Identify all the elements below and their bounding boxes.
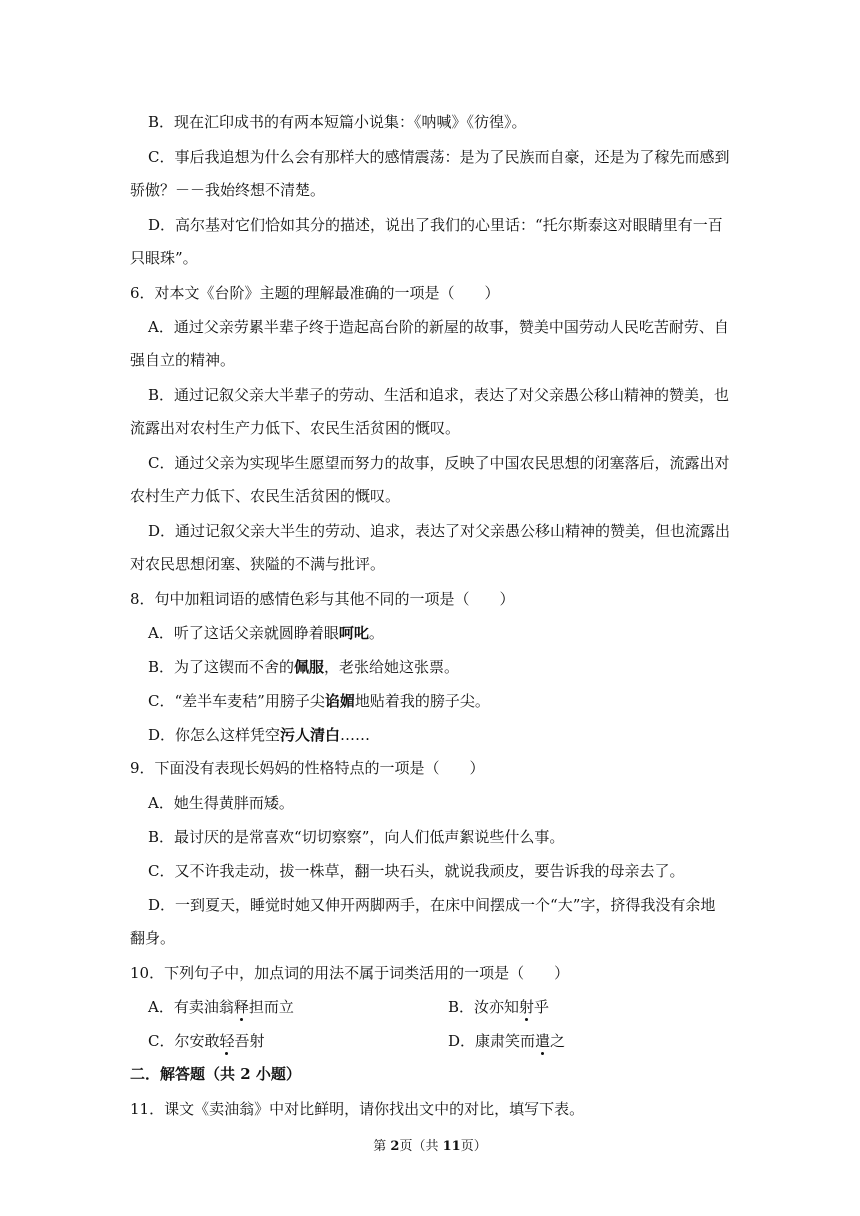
q10-option-c xyxy=(148,1031,265,1051)
q8-stem: 8．句中加粗词语的感情色彩与其他不同的一项是（ ） xyxy=(130,590,515,608)
q9-option-d-line2: 翻身。 xyxy=(130,929,176,947)
section-heading: 二．解答题（共 2 小题） xyxy=(130,1065,301,1083)
q8-option-c xyxy=(148,691,490,711)
q9-option-c: C．又不许我走动，拔一株草，翻一块石头，就说我顽皮，要告诉我的母亲去了。 xyxy=(148,862,685,880)
footer-pre: 第 xyxy=(373,1139,391,1154)
q9-stem: 9．下面没有表现长妈妈的性格特点的一项是（ ） xyxy=(130,759,485,777)
q8-option-c-post: 地贴着我的膀子尖。 xyxy=(354,692,490,710)
q10-stem: 10．下列句子中，加点词的用法不属于词类活用的一项是（ ） xyxy=(130,964,570,982)
q8-option-b xyxy=(148,657,459,677)
q9-option-b: B．最讨厌的是常喜欢“切切察察”，向人们低声絮说些什么事。 xyxy=(148,828,565,846)
q9-option-d-line1: D．一到夏天，睡觉时她又伸开两脚两手，在床中间摆成一个“大”字，挤得我没有余地 xyxy=(148,896,716,914)
q10-option-b xyxy=(448,997,549,1017)
q5-option-b: B．现在汇印成书的有两本短篇小说集：《呐喊》《彷徨》。 xyxy=(148,113,527,131)
footer-mid: 页（共 xyxy=(399,1139,443,1154)
q5-option-d-line2: 只眼珠”。 xyxy=(130,249,198,267)
q6-option-a-line1: A．通过父亲劳累半辈子终于造起高台阶的新屋的故事，赞美中国劳动人民吃苦耐劳、自 xyxy=(148,318,729,336)
q8-option-b-bold-word: 佩服 xyxy=(294,658,325,676)
q10-option-d xyxy=(448,1031,565,1051)
q8-option-a-bold-word: 呵叱 xyxy=(338,624,369,642)
q8-option-b-post: ，老张给她这张票。 xyxy=(324,658,460,676)
q8-option-d-pre: D．你怎么这样凭空 xyxy=(148,726,281,744)
q10-option-c-post: 吾射 xyxy=(234,1032,265,1050)
q11-stem: 11．课文《卖油翁》中对比鲜明，请你找出文中的对比，填写下表。 xyxy=(130,1100,585,1118)
q8-option-d xyxy=(148,725,370,745)
q6-option-d-line1: D．通过记叙父亲大半生的劳动、追求，表达了对父亲愚公移山精神的赞美，但也流露出 xyxy=(148,522,731,540)
q8-option-a-post: 。 xyxy=(368,624,384,642)
q10-option-a-post: 担而立 xyxy=(248,998,294,1016)
q10-option-a xyxy=(148,997,294,1017)
q10-option-d-dotted-word: 遣 xyxy=(535,1032,551,1050)
q10-option-c-pre: C．尔安敢 xyxy=(148,1032,220,1050)
q8-option-c-bold-word: 谄媚 xyxy=(324,692,355,710)
footer-total-pages: 11 xyxy=(442,1139,461,1154)
q6-option-c-line1: C．通过父亲为实现毕生愿望而努力的故事，反映了中国农民思想的闭塞落后，流露出对 xyxy=(148,454,730,472)
q10-option-c-dotted-word: 轻 xyxy=(219,1032,235,1050)
q5-option-c-line1: C．事后我追想为什么会有那样大的感情震荡：是为了民族而自豪，还是为了稼先而感到 xyxy=(148,148,730,166)
q8-option-d-bold-word: 污人清白 xyxy=(280,726,341,744)
q6-stem: 6．对本文《台阶》主题的理解最准确的一项是（ ） xyxy=(130,284,500,302)
q8-option-a-pre: A．听了这话父亲就圆睁着眼 xyxy=(148,624,339,642)
footer-post: 页） xyxy=(460,1139,487,1154)
footer-page-number: 2 xyxy=(390,1139,400,1154)
q10-option-b-dotted-word: 射 xyxy=(519,998,535,1016)
q10-option-a-pre: A．有卖油翁 xyxy=(148,998,234,1016)
page-footer xyxy=(0,1138,860,1156)
q5-option-c-line2: 骄傲？－－我始终想不清楚。 xyxy=(130,181,326,199)
q10-option-d-post: 之 xyxy=(550,1032,566,1050)
q10-option-b-pre: B．汝亦知 xyxy=(448,998,520,1016)
q10-option-b-post: 乎 xyxy=(534,998,550,1016)
q8-option-a xyxy=(148,623,384,643)
q8-option-c-pre: C．“差半车麦秸”用膀子尖 xyxy=(148,692,325,710)
q8-option-b-pre: B．为了这锲而不舍的 xyxy=(148,658,295,676)
q9-option-a: A．她生得黄胖而矮。 xyxy=(148,794,294,812)
q10-option-d-pre: D．康肃笑而 xyxy=(448,1032,536,1050)
q8-option-d-post: …… xyxy=(340,726,371,744)
q6-option-b-line2: 流露出对农村生产力低下、农民生活贫困的慨叹。 xyxy=(130,419,461,437)
q6-option-d-line2: 对农民思想闭塞、狭隘的不满与批评。 xyxy=(130,555,386,573)
q6-option-c-line2: 农村生产力低下、农民生活贫困的慨叹。 xyxy=(130,487,401,505)
q6-option-b-line1: B．通过记叙父亲大半辈子的劳动、生活和追求，表达了对父亲愚公移山精神的赞美，也 xyxy=(148,386,730,404)
q5-option-d-line1: D．高尔基对它们恰如其分的描述，说出了我们的心里话：“托尔斯泰这对眼睛里有一百 xyxy=(148,216,723,234)
q10-option-a-dotted-word: 释 xyxy=(233,998,249,1016)
q6-option-a-line2: 强自立的精神。 xyxy=(130,351,236,369)
